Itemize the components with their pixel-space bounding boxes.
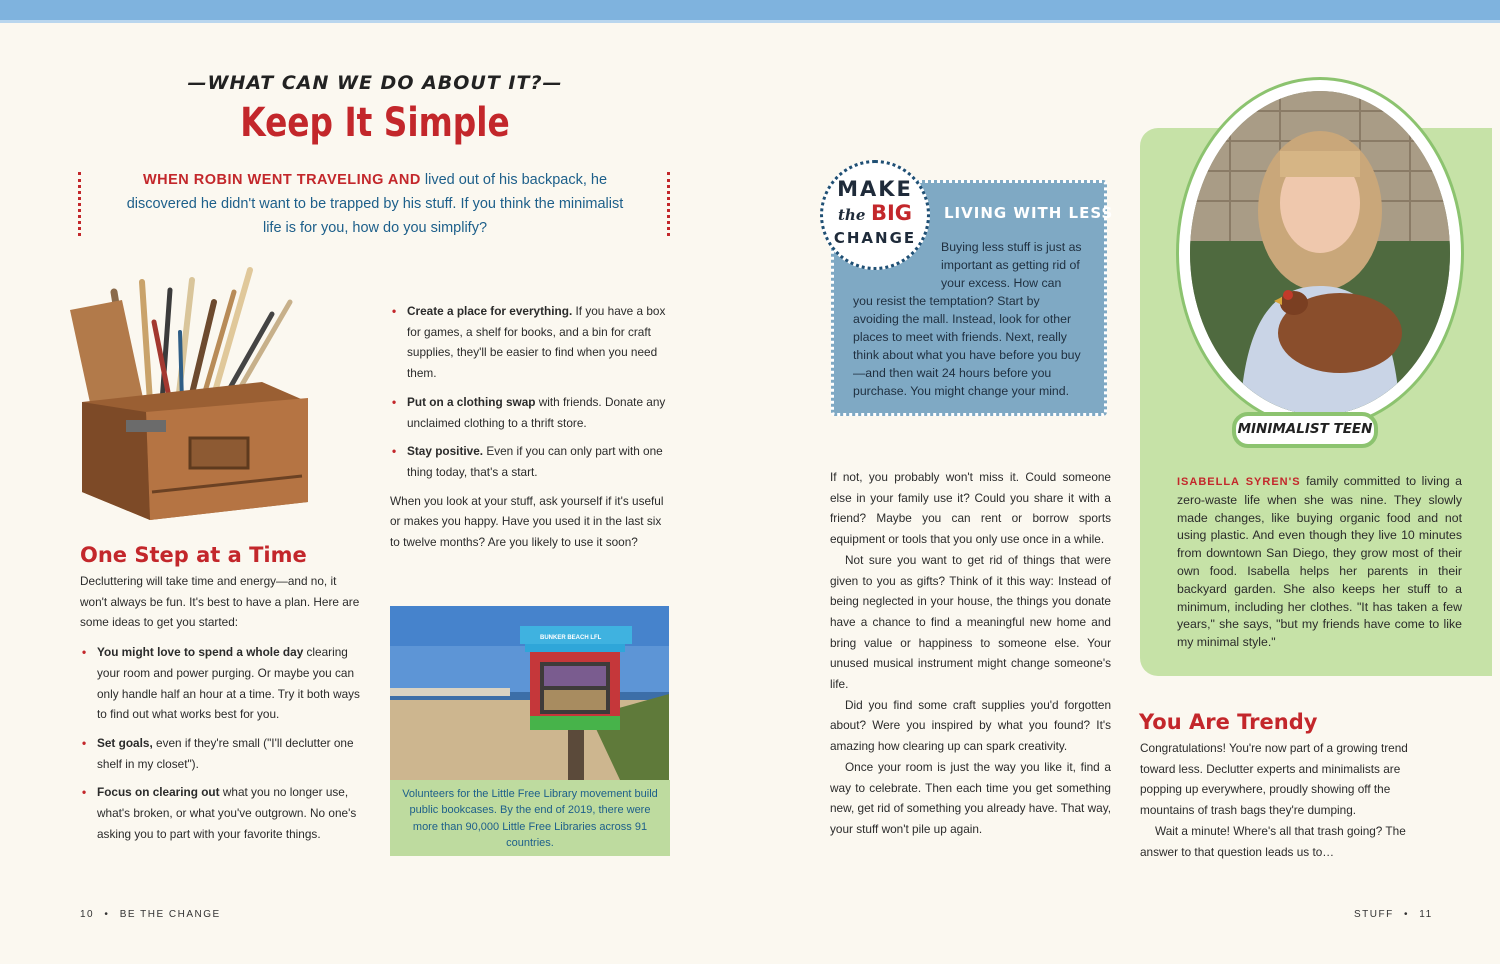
tips-list-col2 (390, 301, 670, 483)
column-paragraph: Once your room is just the way you like it, find a way to celebrate. Then each time you get something new, get rid of something you already have. That way, your stuff won't pile up again. (830, 759, 1111, 836)
column-paragraph: If not, you probably won't miss it. Could someone else in your family use it? Could you share it with a friend? Maybe you can rent or borrow sports equipment or tools that you only use once in a while. (830, 470, 1111, 547)
intro-text: lived out of his backpack, he discovered he didn't want to be trapped by his stuff. If you think the minimalist life is for you, how do you simplify? (126, 172, 624, 236)
badge-line-change: CHANGE (833, 229, 917, 247)
column-paragraph: When you look at your stuff, ask yourself if it's useful or makes you happy. Have you used it in the last six to twelve months? Are you likely to use it soon? (390, 493, 664, 550)
little-free-library-photo (390, 606, 669, 780)
profile-name: ISABELLA SYREN'S (1177, 476, 1301, 488)
section-heading-trendy: You Are Trendy (1139, 710, 1318, 734)
kicker-text: WHAT CAN WE DO ABOUT IT? (207, 72, 543, 94)
page-number-right: 11 (1419, 909, 1433, 920)
profile-text-block (1177, 473, 1462, 652)
make-the-big-change-badge (820, 160, 930, 270)
tips-list-col1 (80, 642, 362, 844)
card-title: LIVING WITH LESS (944, 204, 1114, 222)
right-column-2 (1140, 738, 1426, 862)
library-sign-text: BUNKER BEACH LFL (540, 635, 602, 641)
list-item: • You might love to spend a whole day clearing your room and power purging. Or maybe you can only handle half an hour at a time. Try it both ways to find out what works best for you. (80, 642, 362, 725)
section-paragraph: Decluttering will take time and energy—and no, it won't always be fun. It's best to have a plan. Here are some ideas to get you started: (80, 574, 360, 630)
kicker-heading: —WHAT CAN WE DO ABOUT IT?— (187, 72, 563, 94)
column-paragraph: Not sure you want to get rid of things that were given to you as gifts? Think of it this way: Instead of being neglected in your house, the things you donate have a chance to find a meaningful new home and bring value or happiness to someone else. Your unused musical instrument might change someone's life. (830, 552, 1111, 692)
top-color-band (0, 0, 1500, 20)
column-paragraph: Congratulations! You're now part of a growing trend toward less. Declutter experts and minimalists are popping up everywhere, proudly showing off the mountains of trash bags they're dumping. (1140, 741, 1408, 818)
footer-right: STUFF • 11 (1354, 909, 1433, 920)
card-text: Buying less stuff is just as important as getting rid of your excess. How can you resist the temptation? Start by avoiding the mall. Instead, look for other places to meet with friends. Next, really think about what you have before you buy—and then wait 24 hours before you purchase. You might change your mind. (853, 240, 1082, 398)
badge-line-the: the (837, 206, 866, 224)
book-title-footer: BE THE CHANGE (119, 909, 221, 920)
intro-paragraph (120, 168, 630, 240)
intro-lead-caps: WHEN ROBIN WENT TRAVELING AND (142, 172, 421, 188)
column-paragraph: Wait a minute! Where's all that trash going? The answer to that question leads us to… (1140, 823, 1406, 859)
left-column-2 (390, 301, 670, 553)
list-item: • Set goals, even if they're small ("I'll declutter one shelf in my closet"). (80, 733, 362, 774)
list-item: • Create a place for everything. If you have a box for games, a shelf for books, and a bin for craft supplies, they'll be easier to find when you need them. (390, 301, 670, 384)
page-title: Keep It Simple (240, 100, 510, 146)
dotted-rule-right (667, 172, 670, 236)
badge-line-make: MAKE (837, 177, 913, 201)
right-column-1 (830, 467, 1111, 840)
section-heading-one-step: One Step at a Time (80, 543, 307, 567)
isabella-portrait-photo (1190, 91, 1450, 415)
column-paragraph: Did you find some craft supplies you'd forgotten about? Were you inspired by what you found? It's amazing how clearing up can spark creativity. (830, 697, 1111, 754)
list-item: • Focus on clearing out what you no longer use, what's broken, or what you've outgrown. No one's asking you to part with your favorite things. (80, 782, 362, 844)
list-item: • Put on a clothing swap with friends. Donate any unclaimed clothing to a thrift store. (390, 392, 670, 433)
badge-line-big: BIG (870, 201, 913, 225)
photo-caption: Volunteers for the Little Free Library movement build public bookcases. By the end of 2019, there were more than 90,000 Little Free Libraries across 91 countries. (390, 780, 670, 856)
list-item: • Stay positive. Even if you can only part with one thing today, that's a start. (390, 441, 670, 482)
section-name-footer: STUFF (1354, 909, 1394, 920)
dotted-rule-left (78, 172, 81, 236)
profile-text: family committed to living a zero-waste life when she was nine. They slowly made changes, like buying organic food and not using plastic. And even though they live 10 minutes from downtown San Diego, they grow most of their own food. Isabella helps her parents in their backyard garden. She also keeps her stuff to a minimum, including her clothes. "It has taken a few years," she says, "but my friends have come to like my minimal style." (1177, 474, 1462, 650)
page-number-left: 10 (80, 909, 95, 920)
top-color-band-edge (0, 20, 1500, 23)
left-column-1 (80, 571, 362, 852)
minimalist-teen-banner: MINIMALIST TEEN (1232, 412, 1378, 448)
footer-left: 10 • BE THE CHANGE (80, 909, 221, 920)
brush-crate-photo (62, 262, 318, 524)
